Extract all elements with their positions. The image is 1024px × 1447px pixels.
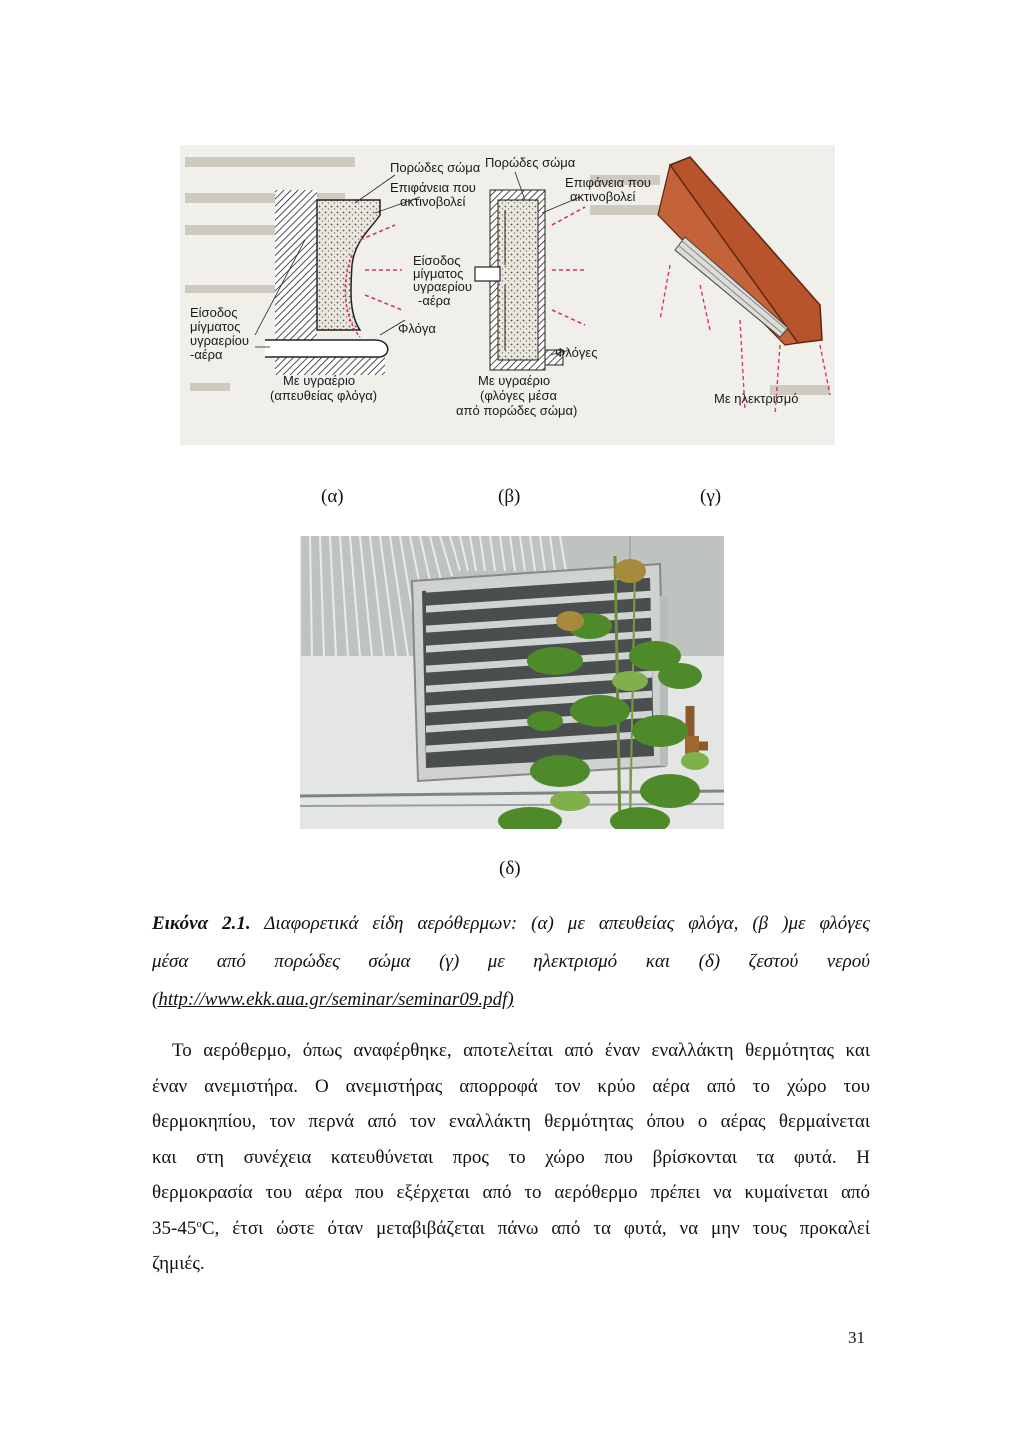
sublabel-a: (α) — [321, 486, 344, 507]
paragraph-line-6 — [152, 1211, 870, 1247]
diagram-b-caption-3: από πορώδες σώμα) — [456, 403, 578, 418]
heater-diagrams-svg — [180, 145, 835, 445]
figure-number: Εικόνα 2.1. — [152, 913, 251, 934]
sublabel-d: (δ) — [499, 858, 521, 879]
paragraph-line-4: και στη συνέχεια κατευθύνεται προς το χώρο που βρίσκονται τα φυτά. Η — [152, 1146, 870, 1168]
diagram-a-label-porous: Πορώδες σώμα — [390, 160, 481, 175]
page-number: 31 — [848, 1328, 865, 1347]
diagram-a-radiation-arrows — [360, 225, 402, 310]
diagram-a-inlet-pipe — [265, 340, 388, 357]
sublabel-c: (γ) — [700, 486, 722, 507]
diagram-b-label-porous: Πορώδες σώμα — [485, 155, 576, 170]
paragraph-line-5: θερμοκρασία του αέρα που εξέρχεται από το αερόθερμο πρέπει να κυμαίνεται από — [152, 1182, 870, 1203]
heater-diagrams-figure — [180, 145, 835, 445]
diagram-c — [658, 157, 830, 415]
diagram-a-caption-2: (απευθείας φλόγα) — [270, 388, 378, 403]
degree-sup: o — [196, 1217, 202, 1230]
source-url-link[interactable]: (http://www.ekk.aua.gr/seminar/seminar09.pdf) — [152, 989, 514, 1010]
diagram-b-label-surface-2: ακτινοβολεί — [570, 189, 636, 204]
diagram-a-label-surface-2: ακτινοβολεί — [400, 194, 466, 209]
paragraph-line-3: θερμοκηπίου, τον περνά από τον εναλλάκτη θερμότητας όπου ο αέρας θερμαίνεται — [152, 1111, 870, 1132]
caption-line-3 — [152, 981, 870, 1019]
diagram-a-label-inlet2-3: υγραερίου — [413, 279, 472, 294]
figure-caption — [152, 905, 870, 1019]
diagram-b-radiation-arrows — [552, 207, 585, 325]
diagram-a-label-inlet-1: Είσοδος — [190, 305, 238, 320]
paragraph-line-7: ζημιές. — [152, 1253, 205, 1274]
water-heater-photo — [300, 536, 724, 829]
paragraph-line-6-text: C, έτσι ώστε όταν μεταβιβάζεται πάνω από τα φυτά, να μην τους προκαλεί — [201, 1217, 870, 1239]
diagram-c-caption: Με ηλεκτρισμό — [714, 391, 799, 406]
caption-text-1: Διαφορετικά είδη αερόθερμων: (α) με απευθείας φλόγα, (β )με φλόγες — [264, 913, 870, 934]
caption-line-1 — [152, 905, 870, 943]
water-heater-photo-svg — [300, 536, 724, 829]
sublabel-b: (β) — [498, 486, 521, 507]
diagram-b — [456, 155, 651, 418]
diagram-a-label-inlet2-2: μίγματος — [413, 266, 464, 281]
diagram-a-label-inlet-3: υγραερίου — [190, 333, 249, 348]
caption-line-2: μέσα από πορώδες σώμα (γ) με ηλεκτρισμό και (δ) ζεστού νερού — [152, 951, 870, 972]
temperature-range: 35-45 — [152, 1217, 197, 1239]
diagram-a-label-inlet-2: μίγματος — [190, 319, 241, 334]
diagram-b-caption-1: Με υγραέριο — [478, 373, 551, 388]
diagram-a-label-inlet-4: -αέρα — [190, 347, 223, 362]
paragraph-line-2: έναν ανεμιστήρα. Ο ανεμιστήρας απορροφά τον κρύο αέρα από το χώρο του — [152, 1075, 870, 1097]
diagram-b-porous-body — [498, 200, 538, 360]
diagram-b-caption-2: (φλόγες μέσα — [480, 388, 558, 403]
diagram-a-label-inlet2-1: Είσοδος — [413, 253, 461, 268]
diagram-a-label-flame: Φλόγα — [398, 321, 436, 336]
diagram-a-caption-1: Με υγραέριο — [283, 373, 356, 388]
paragraph-line-1: Το αερόθερμο, όπως αναφέρθηκε, αποτελείται από έναν εναλλάκτη θερμότητας και — [172, 1040, 870, 1061]
diagram-b-inlet — [475, 267, 500, 281]
diagram-b-label-flames: Φλόγες — [555, 345, 598, 360]
diagram-a-label-surface-1: Επιφάνεια που — [390, 180, 476, 195]
diagram-a-label-inlet2-4: -αέρα — [418, 293, 451, 308]
body-paragraph — [152, 1033, 870, 1282]
diagram-b-label-surface-1: Επιφάνεια που — [565, 175, 651, 190]
